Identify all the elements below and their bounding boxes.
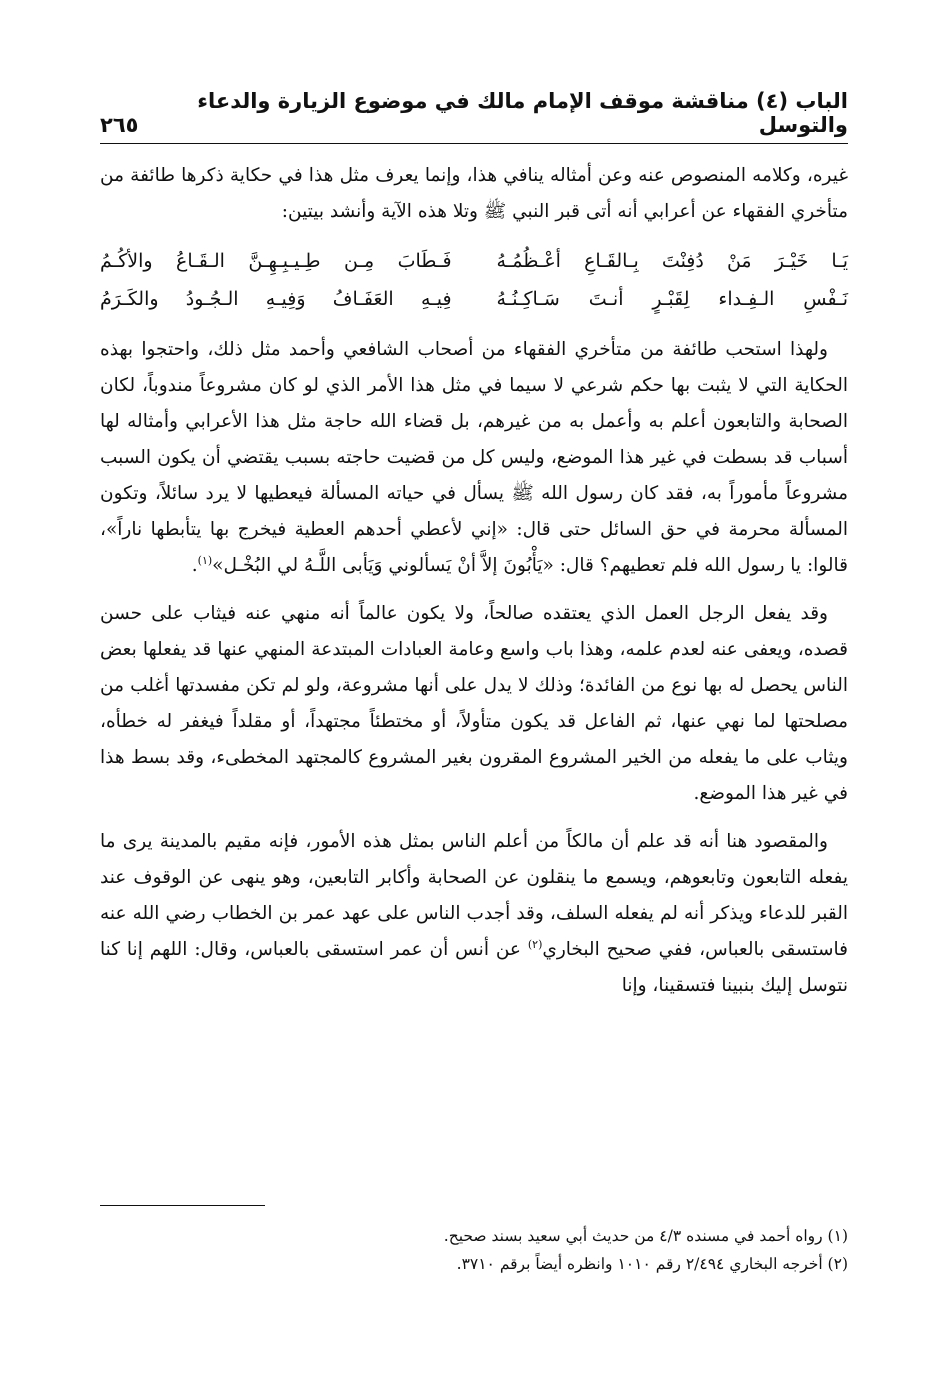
running-header bbox=[100, 89, 848, 144]
verse-first-hemistich: نَـفْسِ الـفِـداء لِقَبْـرٍ أنـتَ سَـاكِـنُـهُ bbox=[496, 288, 848, 310]
paragraph-1: غيره، وكلامه المنصوص عنه وعن أمثاله ينافي هذا، وإنما يعرف مثل هذا في حكاية ذكرها طائفة من متأخري الفقهاء عن أعرابي أنه أتى قبر النبي ﷺ وتلا هذه الآية وأنشد بيتين: bbox=[100, 165, 848, 222]
paragraph-4-text-b: عن أنس أن عمر استسقى بالعباس، وقال: اللهم إنا كنا نتوسل إليك بنبينا فتسقينا، وإنا bbox=[100, 939, 848, 996]
paragraph-4-text-a: والمقصود هنا أنه قد علم أن مالكاً من أعلم الناس بمثل هذه الأمور، فإنه مقيم بالمدينة يرى ما يفعله التابعون وتابعوهم، ويسمع ما ينقلون عن الصحابة وأكابر التابعين، وهو ينهى عن الوقوف عند القبر للدعاء ويذكر أنه لم يفعله السلف، وقد أجدب الناس على عهد عمر بن الخطاب رضي الله عنه فاستسقى بالعباس، ففي صحيح البخاري bbox=[100, 831, 848, 960]
footnote-divider bbox=[100, 1205, 265, 1206]
paragraph-4 bbox=[100, 824, 848, 1004]
paragraph-2 bbox=[100, 332, 848, 584]
page-number: ٢٦٥ bbox=[100, 113, 139, 137]
chapter-title: الباب (٤) مناقشة موقف الإمام مالك في موضوع الزيارة والدعاء والتوسل bbox=[197, 89, 848, 137]
verse-row bbox=[100, 242, 848, 280]
verse-second-hemistich: فَـطَابَ مِـن طِـيـبِـهِـنَّ الـقَـاعُ والأكُـمُ bbox=[100, 250, 452, 272]
paragraph-2-text: ولهذا استحب طائفة من متأخري الفقهاء من أصحاب الشافعي وأحمد مثل ذلك، واحتجوا بهذه الحكاية التي لا يثبت بها حكم شرعي لا سيما في مثل هذا الأمر الذي لو كان مشروعاً مندوباً، لكان الصحابة والتابعون أعلم به وأعمل به من غيرهم، بل قضاء الله حاجة مثل هذا الأعرابي وأمثاله لها أسباب قد بسطت في غير هذا الموضع، وليس كل من قضيت حاجته بسبب يقتضي أن يكون السبب مشروعاً مأموراً به، فقد كان رسول الله ﷺ يسأل في حياته المسألة فيعطيها لا يرد سائلاً، وتكون المسألة محرمة في حق السائل حتى قال: «إني لأعطي أحدهم العطية فيخرج بها يتأبطها ناراً»، قالوا: يا رسول الله فلم تعطيهم؟ قال: «يَأْبُونَ إلاَّ أنْ يَسألوني وَيَأبى اللَّـهُ لي البُخْـل» bbox=[100, 339, 848, 576]
verse-first-hemistich: يَـا خَيْـرَ مَنْ دُفِنْتَ بِـالقَـاعِ أعْـظُمُـهُ bbox=[496, 250, 848, 272]
paragraph-2-end: . bbox=[191, 555, 198, 576]
paragraph-3: وقد يفعل الرجل العمل الذي يعتقده صالحاً، ولا يكون عالماً أنه منهي عنه فيثاب على حسن قصده، ويعفى عنه لعدم علمه، وهذا باب واسع وعامة العبادات المبتدعة المنهي عنها قد يفعلها بعض الناس يحصل له بها نوع من الفائدة؛ وذلك لا يدل على أنها مشروعة، ولو لم تكن مفسدتها أغلب من مصلحتها لما نهي عنها، ثم الفاعل قد يكون متأولاً، أو مختطئاً مجتهداً، أو مقلداً فيغفر له خطأه، ويثاب على ما يفعله من الخير المشروع المقرون بغير المشروع كالمجتهد المخطىء، وقد بسط هذا في غير هذا الموضع. bbox=[100, 603, 848, 804]
footnote-ref-1[interactable]: (١) bbox=[197, 553, 213, 567]
verse-row bbox=[100, 280, 848, 318]
footnote-2: (٢) أخرجه البخاري ٢/٤٩٤ رقم ١٠١٠ وانظره أيضاً برقم ٣٧١٠. bbox=[456, 1255, 848, 1273]
footnote-1: (١) رواه أحمد في مسنده ٤/٣ من حديث أبي سعيد بسند صحيح. bbox=[443, 1227, 848, 1245]
footnote-ref-2[interactable]: (٢) bbox=[527, 937, 543, 951]
poem-verses bbox=[100, 242, 848, 318]
book-page bbox=[100, 89, 848, 1300]
verse-second-hemistich: فِيـهِ العَفَـافُ وَفِيـهِ الـجُـودُ والكَـرَمُ bbox=[100, 288, 452, 310]
body-text bbox=[100, 158, 848, 1004]
footnotes bbox=[100, 1222, 848, 1278]
